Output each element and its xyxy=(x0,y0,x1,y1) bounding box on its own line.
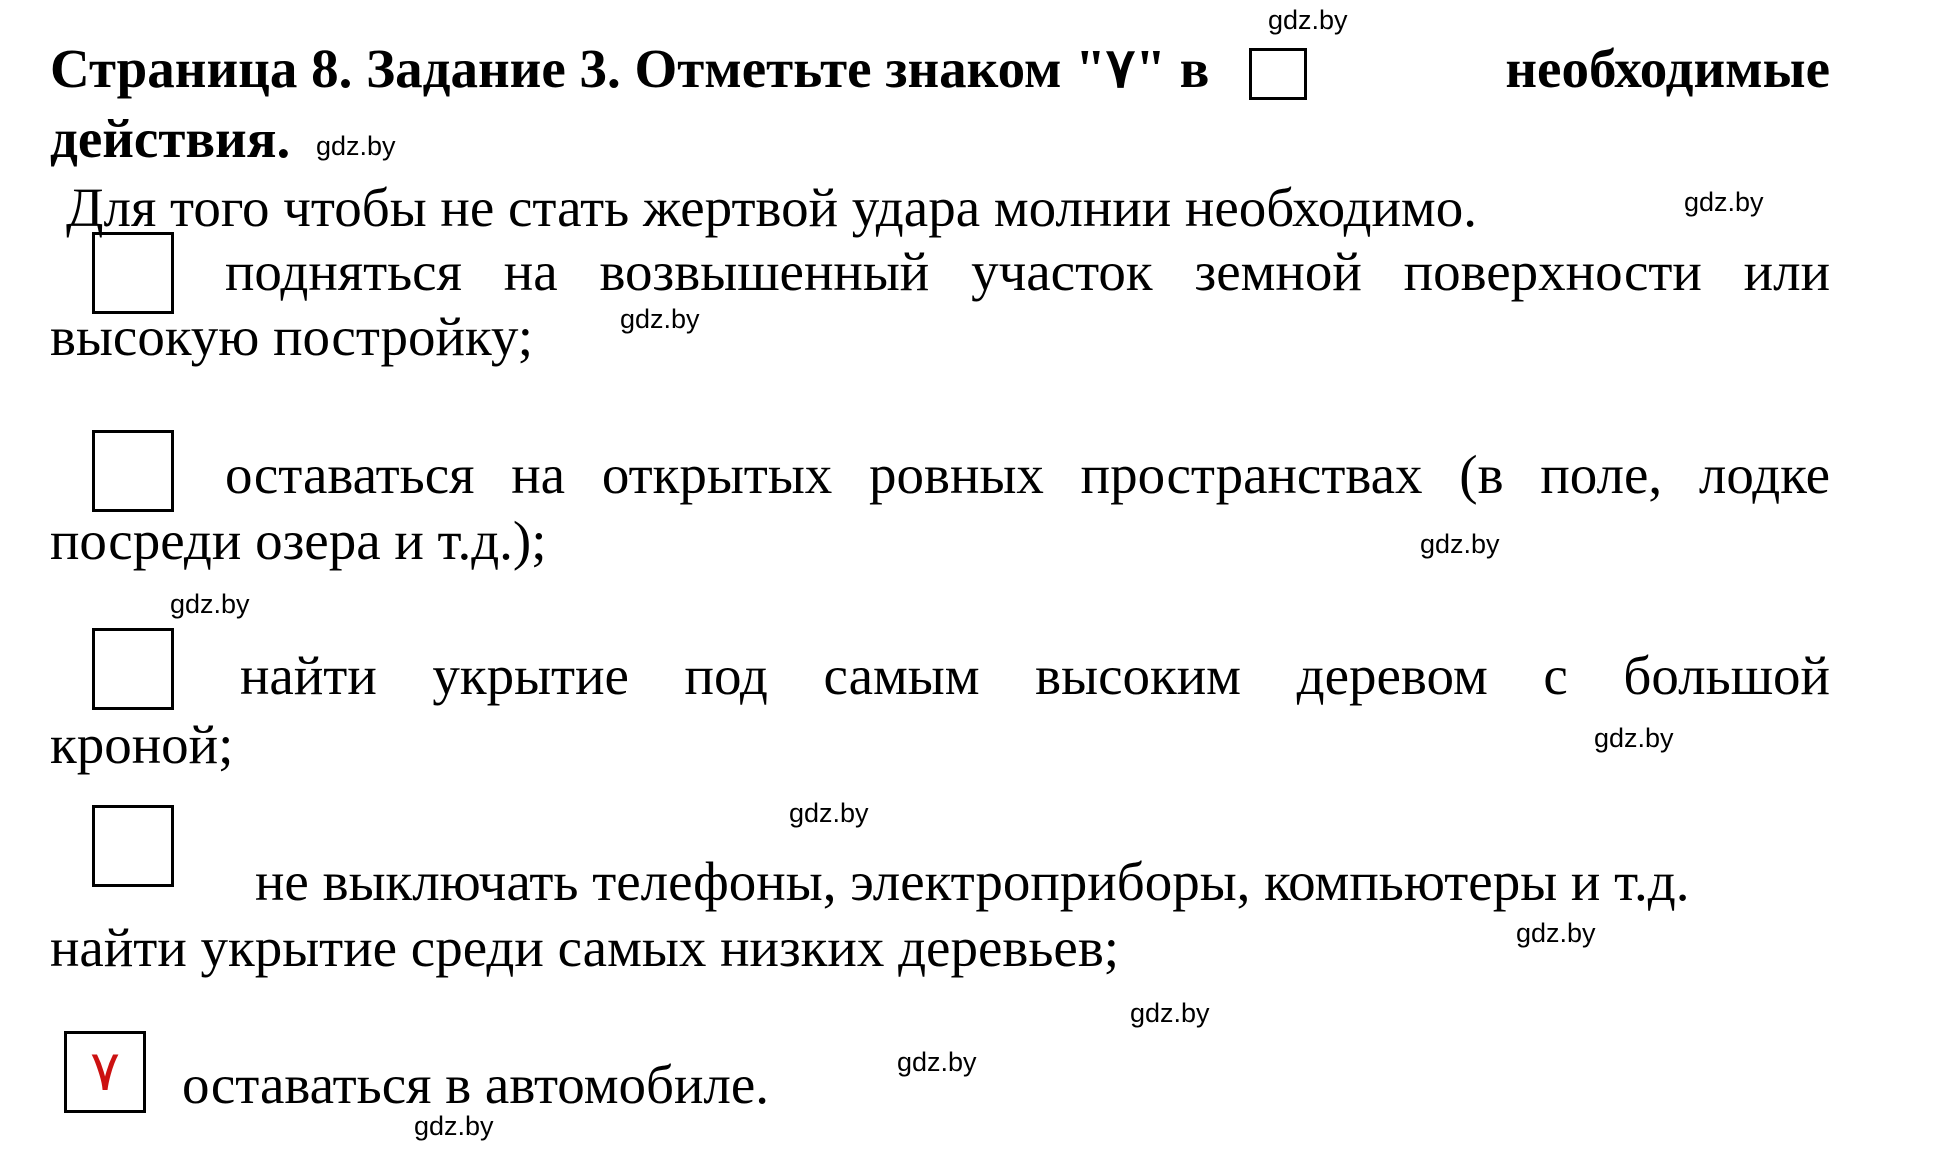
checkbox-item-3[interactable] xyxy=(92,628,174,710)
checkbox-item-1[interactable] xyxy=(92,232,174,314)
item-5-text: оставаться в автомобиле. xyxy=(182,1054,770,1115)
item-4-line-1: не выключать телефоны, электроприборы, компьютеры и т.д. xyxy=(255,851,1690,912)
checkbox-item-5[interactable] xyxy=(64,1031,146,1113)
sample-checkbox xyxy=(1249,48,1307,100)
checkbox-item-4[interactable] xyxy=(92,805,174,887)
watermark: gdz.by xyxy=(1684,187,1764,217)
checkbox-item-2[interactable] xyxy=(92,430,174,512)
watermark: gdz.by xyxy=(170,589,250,619)
watermark: gdz.by xyxy=(414,1111,494,1141)
title-line-2: действия. xyxy=(50,108,291,169)
watermark: gdz.by xyxy=(1130,998,1210,1028)
watermark: gdz.by xyxy=(897,1047,977,1077)
task-title xyxy=(50,34,1830,174)
item-3-line-1: найти укрытие под самым высоким деревом с большой xyxy=(240,645,1830,706)
watermark: gdz.by xyxy=(1516,918,1596,948)
item-1-line-1: подняться на возвышенный участок земной поверхности или xyxy=(225,241,1830,302)
item-1-line-2: высокую постройку; xyxy=(50,306,533,367)
title-text: Страница 8. Задание 3. Отметьте знаком "٧" в xyxy=(50,34,1307,104)
item-2-line-1: оставаться на открытых ровных пространствах (в поле, лодке xyxy=(225,444,1830,505)
watermark: gdz.by xyxy=(1594,723,1674,753)
item-2-line-2: посреди озера и т.д.); xyxy=(50,510,547,571)
item-4-line-2: найти укрытие среди самых низких деревьев; xyxy=(50,917,1120,978)
intro-text: Для того чтобы не стать жертвой удара молнии необходимо. xyxy=(66,177,1477,238)
watermark: gdz.by xyxy=(1420,529,1500,559)
watermark: gdz.by xyxy=(316,131,396,161)
title-text-end: необходимые xyxy=(1505,38,1830,99)
watermark: gdz.by xyxy=(789,798,869,828)
check-mark-icon: ٧ xyxy=(89,1039,121,1104)
watermark: gdz.by xyxy=(620,304,700,334)
item-3-line-2: кроной; xyxy=(50,714,234,775)
watermark: gdz.by xyxy=(1268,5,1348,35)
